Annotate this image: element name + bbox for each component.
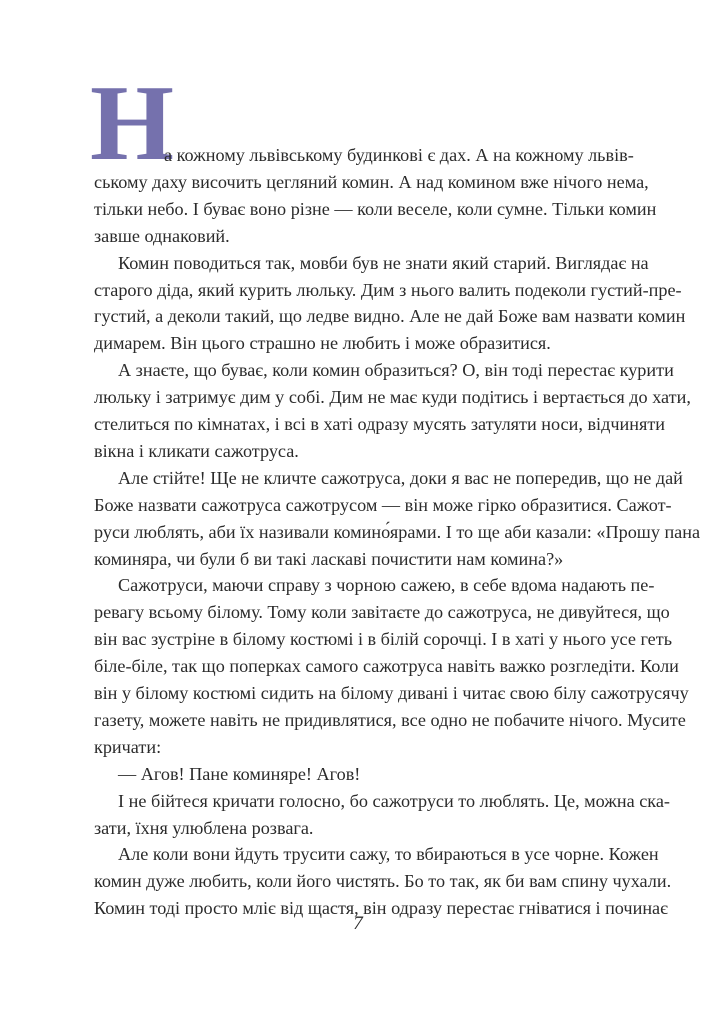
- text-line: руси люблять, аби їх називали комино́ярами. І то ще аби казали: «Прошу пана: [94, 521, 701, 542]
- text-line: Сажотруси, маючи справу з чорною сажею, в себе вдома надають пе-: [118, 575, 655, 596]
- text-line: старого діда, який курить люльку. Дим з нього валить подеколи густий-пре-: [94, 279, 682, 300]
- text-line: кричати:: [94, 736, 162, 757]
- text-line: Але стійте! Ще не кличте сажотруса, доки я вас не попередив, що не дай: [118, 467, 683, 488]
- text-line: він вас зустріне в білому костюмі і в білій сорочці. І в хаті у нього усе геть: [94, 629, 673, 650]
- text-line: біле-біле, так що поперках самого сажотруса навіть важко розгледіти. Коли: [94, 656, 679, 677]
- text-line: завше однаковий.: [94, 225, 230, 246]
- text-line: зати, їхня улюблена розвага.: [94, 817, 314, 838]
- text-line: газету, можете навіть не придивлятися, все одно не побачите нічого. Мусите: [94, 709, 686, 730]
- text-line: вікна і кликати сажотруса.: [94, 440, 299, 461]
- text-line: І не бійтеся кричати голосно, бо сажотруси то люблять. Це, можна ска-: [118, 790, 670, 811]
- text-line: — Агов! Пане коминяре! Агов!: [118, 763, 361, 784]
- text-line: Боже назвати сажотруса сажотрусом — він може гірко образитися. Сажот-: [94, 494, 672, 515]
- text-line: коминяра, чи були б ви такі ласкаві почистити нам комина?»: [94, 548, 564, 569]
- text-line: він у білому костюмі сидить на білому дивані і читає свою білу сажотрусячу: [94, 683, 689, 703]
- text-line: димарем. Він цього страшно не любить і може образитися.: [94, 333, 551, 354]
- drop-cap-letter: Н: [90, 64, 175, 183]
- text-line: А знаєте, що буває, коли комин образиться? О, він тоді перестає курити: [118, 360, 674, 381]
- text-line: густий, а деколи такий, що ледве видно. Але не дай Боже вам назвати комин: [94, 306, 686, 327]
- text-line: Комин поводиться так, мовби був не знати який старий. Виглядає на: [118, 252, 649, 273]
- text-line: а кожному львівському будинкові є дах. А на кожному львів-: [164, 145, 634, 165]
- page-number: 7: [353, 913, 363, 934]
- text-line: стелиться по кімнатах, і всі в хаті одразу мусять затуляти носи, відчиняти: [94, 414, 666, 434]
- text-line: люльку і затримує дим у собі. Дим не має куди подітись і вертається до хати,: [94, 387, 691, 408]
- text-line: комин дуже любить, коли його чистять. Бо то так, як би вам спину чухали.: [94, 871, 672, 892]
- text-line: тільки небо. І буває воно різне — коли веселе, коли сумне. Тільки комин: [94, 198, 657, 219]
- text-line: Але коли вони йдуть трусити сажу, то вбираються в усе чорне. Кожен: [118, 844, 659, 865]
- text-line: ському даху височить цегляний комин. А над комином вже нічого нема,: [94, 171, 649, 192]
- text-line: ревагу всьому білому. Тому коли завітаєте до сажотруса, не дивуйтеся, що: [94, 602, 670, 623]
- text-line: Комин тоді просто мліє від щастя, він одразу перестає гніватися і починає: [94, 898, 668, 919]
